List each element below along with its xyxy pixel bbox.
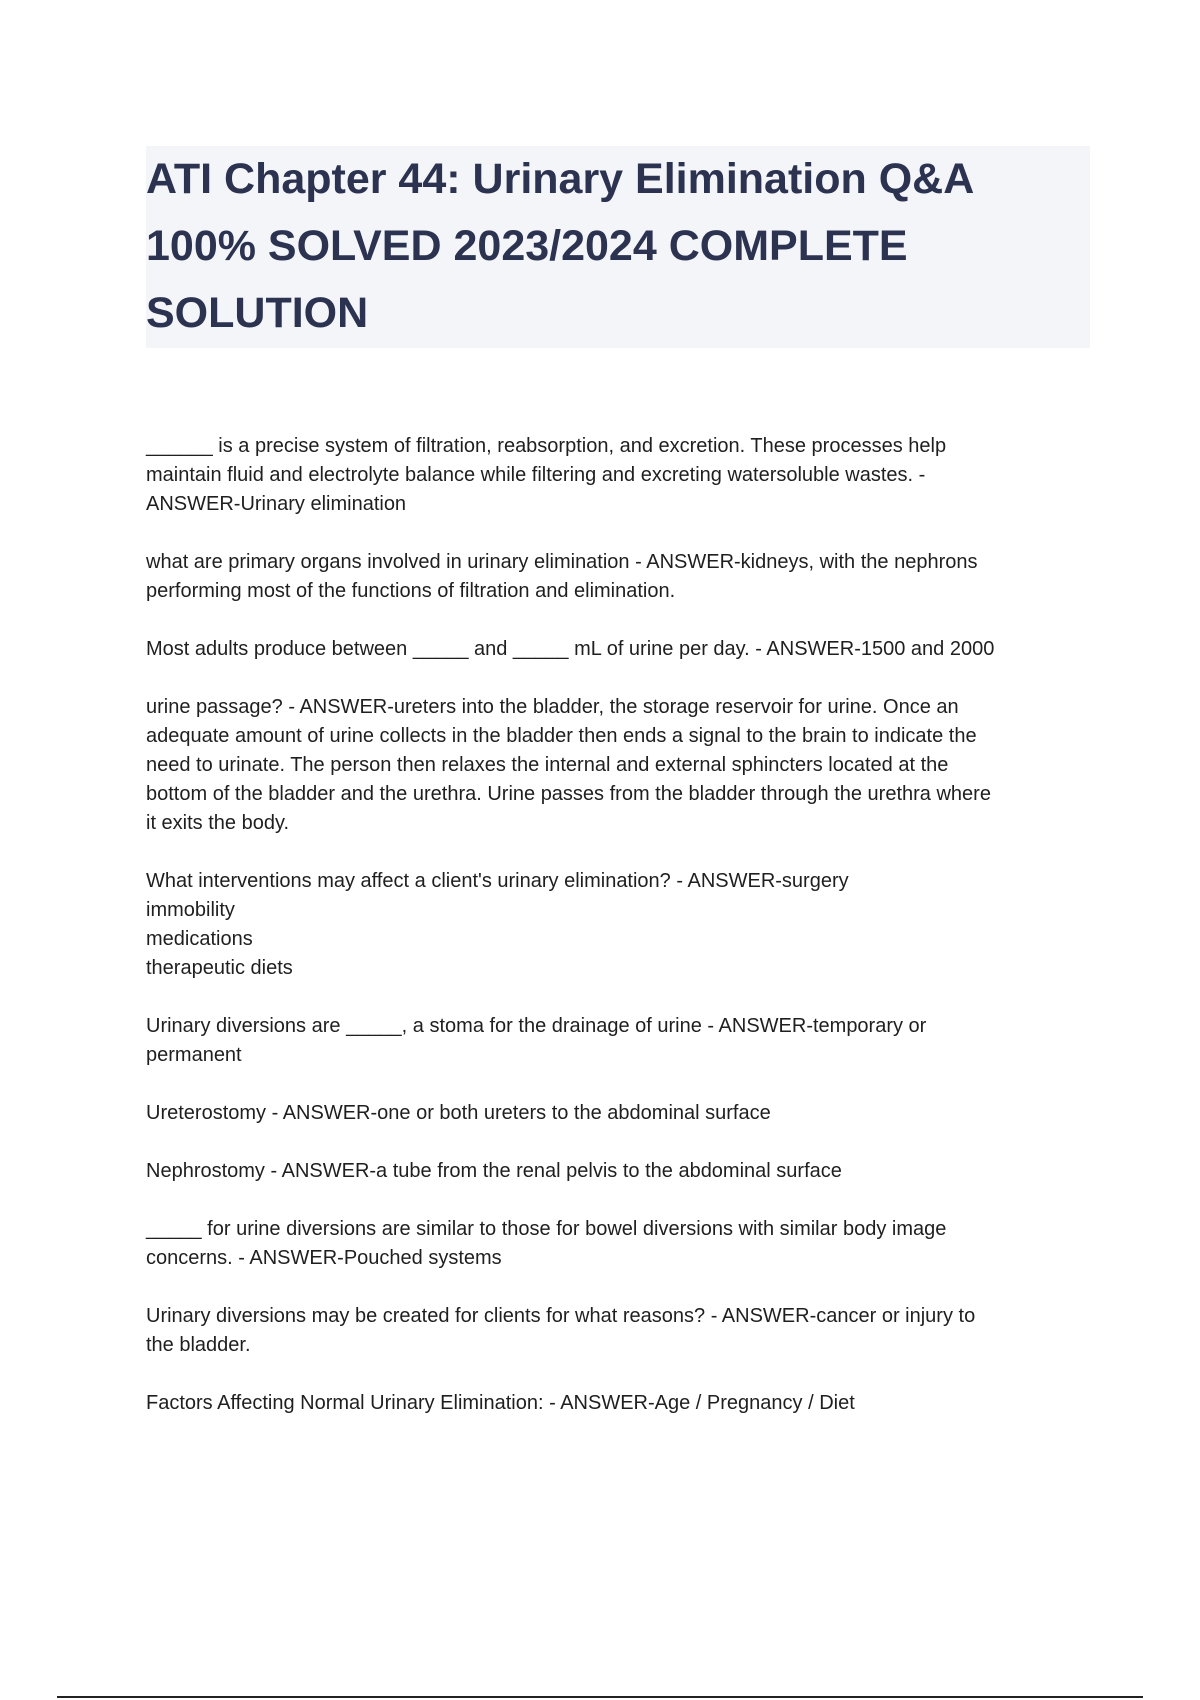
qa-line: the bladder. [146, 1334, 251, 1356]
qa-item [146, 548, 1096, 606]
qa-list [146, 432, 1096, 1447]
qa-line: What interventions may affect a client's urinary elimination? - ANSWER-surgery [146, 870, 849, 892]
qa-line: permanent [146, 1044, 242, 1066]
qa-item [146, 635, 1096, 664]
qa-line: Urinary diversions are _____, a stoma for the drainage of urine - ANSWER-temporary or [146, 1015, 927, 1037]
footer-divider [57, 1696, 1143, 1698]
qa-line: urine passage? - ANSWER-ureters into the bladder, the storage reservoir for urine. Once an [146, 696, 959, 718]
title-line: SOLUTION [146, 289, 369, 337]
qa-line: Urinary diversions may be created for clients for what reasons? - ANSWER-cancer or injury to [146, 1305, 976, 1327]
qa-line: performing most of the functions of filtration and elimination. [146, 580, 676, 602]
title-line: 100% SOLVED 2023/2024 COMPLETE [146, 222, 908, 270]
qa-line: bottom of the bladder and the urethra. Urine passes from the bladder through the urethra where [146, 783, 991, 805]
document-title [146, 146, 1090, 347]
qa-item [146, 693, 1096, 838]
qa-item [146, 1099, 1096, 1128]
qa-line: ______ is a precise system of filtration, reabsorption, and excretion. These processes help [146, 435, 947, 457]
qa-item [146, 1012, 1096, 1070]
qa-line: concerns. - ANSWER-Pouched systems [146, 1247, 502, 1269]
qa-line: it exits the body. [146, 812, 290, 834]
qa-line: immobility [146, 899, 235, 921]
qa-line: what are primary organs involved in urinary elimination - ANSWER-kidneys, with the nephrons [146, 551, 978, 573]
qa-line: adequate amount of urine collects in the bladder then ends a signal to the brain to indicate the [146, 725, 977, 747]
qa-line: Factors Affecting Normal Urinary Elimination: - ANSWER-Age / Pregnancy / Diet [146, 1392, 855, 1414]
qa-item [146, 1389, 1096, 1418]
qa-line: Nephrostomy - ANSWER-a tube from the renal pelvis to the abdominal surface [146, 1160, 842, 1182]
qa-line: medications [146, 928, 253, 950]
qa-line: need to urinate. The person then relaxes the internal and external sphincters located at the [146, 754, 949, 776]
qa-line: maintain fluid and electrolyte balance while filtering and excreting watersoluble wastes. - [146, 464, 926, 486]
qa-item [146, 867, 1096, 983]
qa-line: therapeutic diets [146, 957, 293, 979]
qa-item [146, 1302, 1096, 1360]
qa-item [146, 1157, 1096, 1186]
qa-item [146, 432, 1096, 519]
qa-line: Most adults produce between _____ and _____ mL of urine per day. - ANSWER-1500 and 2000 [146, 638, 995, 660]
qa-line: _____ for urine diversions are similar to those for bowel diversions with similar body image [146, 1218, 947, 1240]
qa-item [146, 1215, 1096, 1273]
title-line: ATI Chapter 44: Urinary Elimination Q&A [146, 155, 975, 203]
qa-line: ANSWER-Urinary elimination [146, 493, 407, 515]
qa-line: Ureterostomy - ANSWER-one or both ureters to the abdominal surface [146, 1102, 771, 1124]
title-banner [146, 146, 1090, 348]
